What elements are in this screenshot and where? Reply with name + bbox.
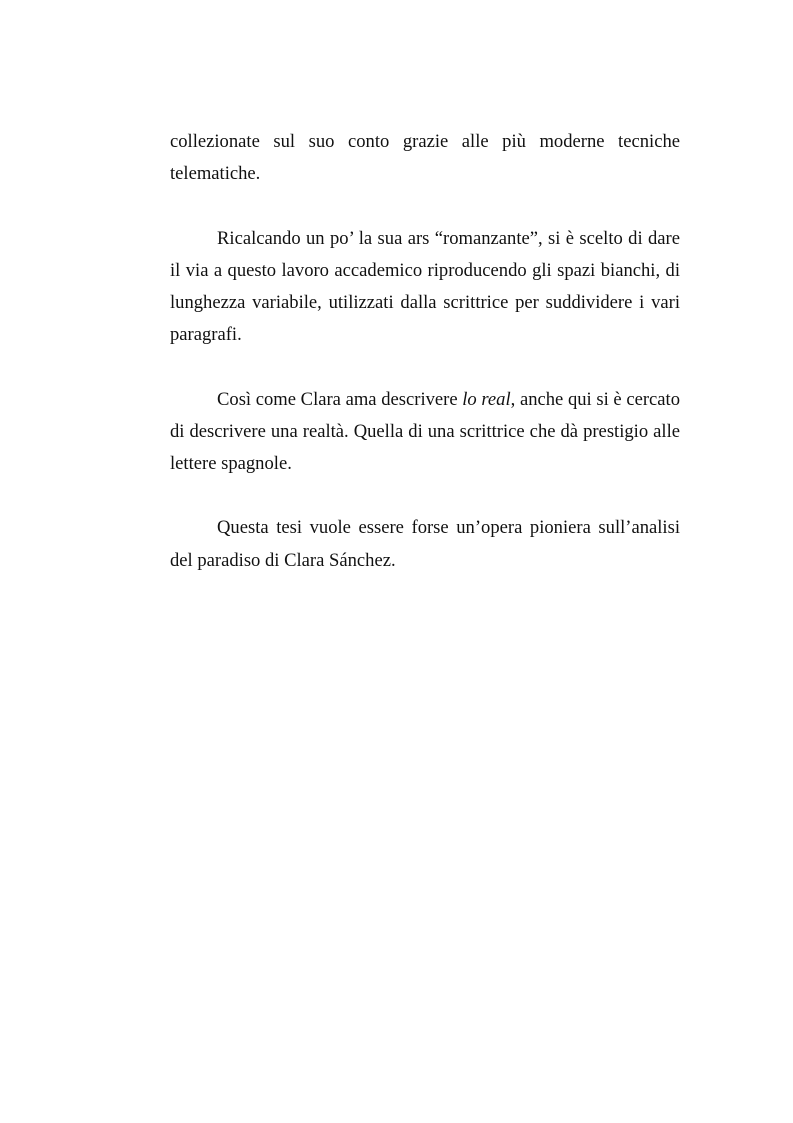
paragraph-lo-real-before: Così come Clara ama descrivere <box>217 388 463 410</box>
italic-term-lo-real: lo real <box>462 388 511 410</box>
paragraph-lo-real-after: , anche qui si è cercato di descrivere una realtà. Quella di una scrittrice che dà prestigio alle lettere spagnole. <box>170 388 681 474</box>
body-text <box>170 126 680 609</box>
paragraph-continuation: collezionate sul suo conto grazie alle più moderne tecniche telematiche. <box>170 131 680 185</box>
paragraph-ars-romanzante: Ricalcando un po’ la sua ars “romanzante”, si è scelto di dare il via a questo lavoro accademico riproducendo gli spazi bianchi, di lunghezza variabile, utilizzati dalla scrittrice per suddividere i vari paragrafi. <box>170 227 680 346</box>
paragraph-lo-real <box>170 384 680 481</box>
paragraph-thesis-statement: Questa tesi vuole essere forse un’opera pioniera sull’analisi del paradiso di Clara Sánchez. <box>170 517 680 571</box>
